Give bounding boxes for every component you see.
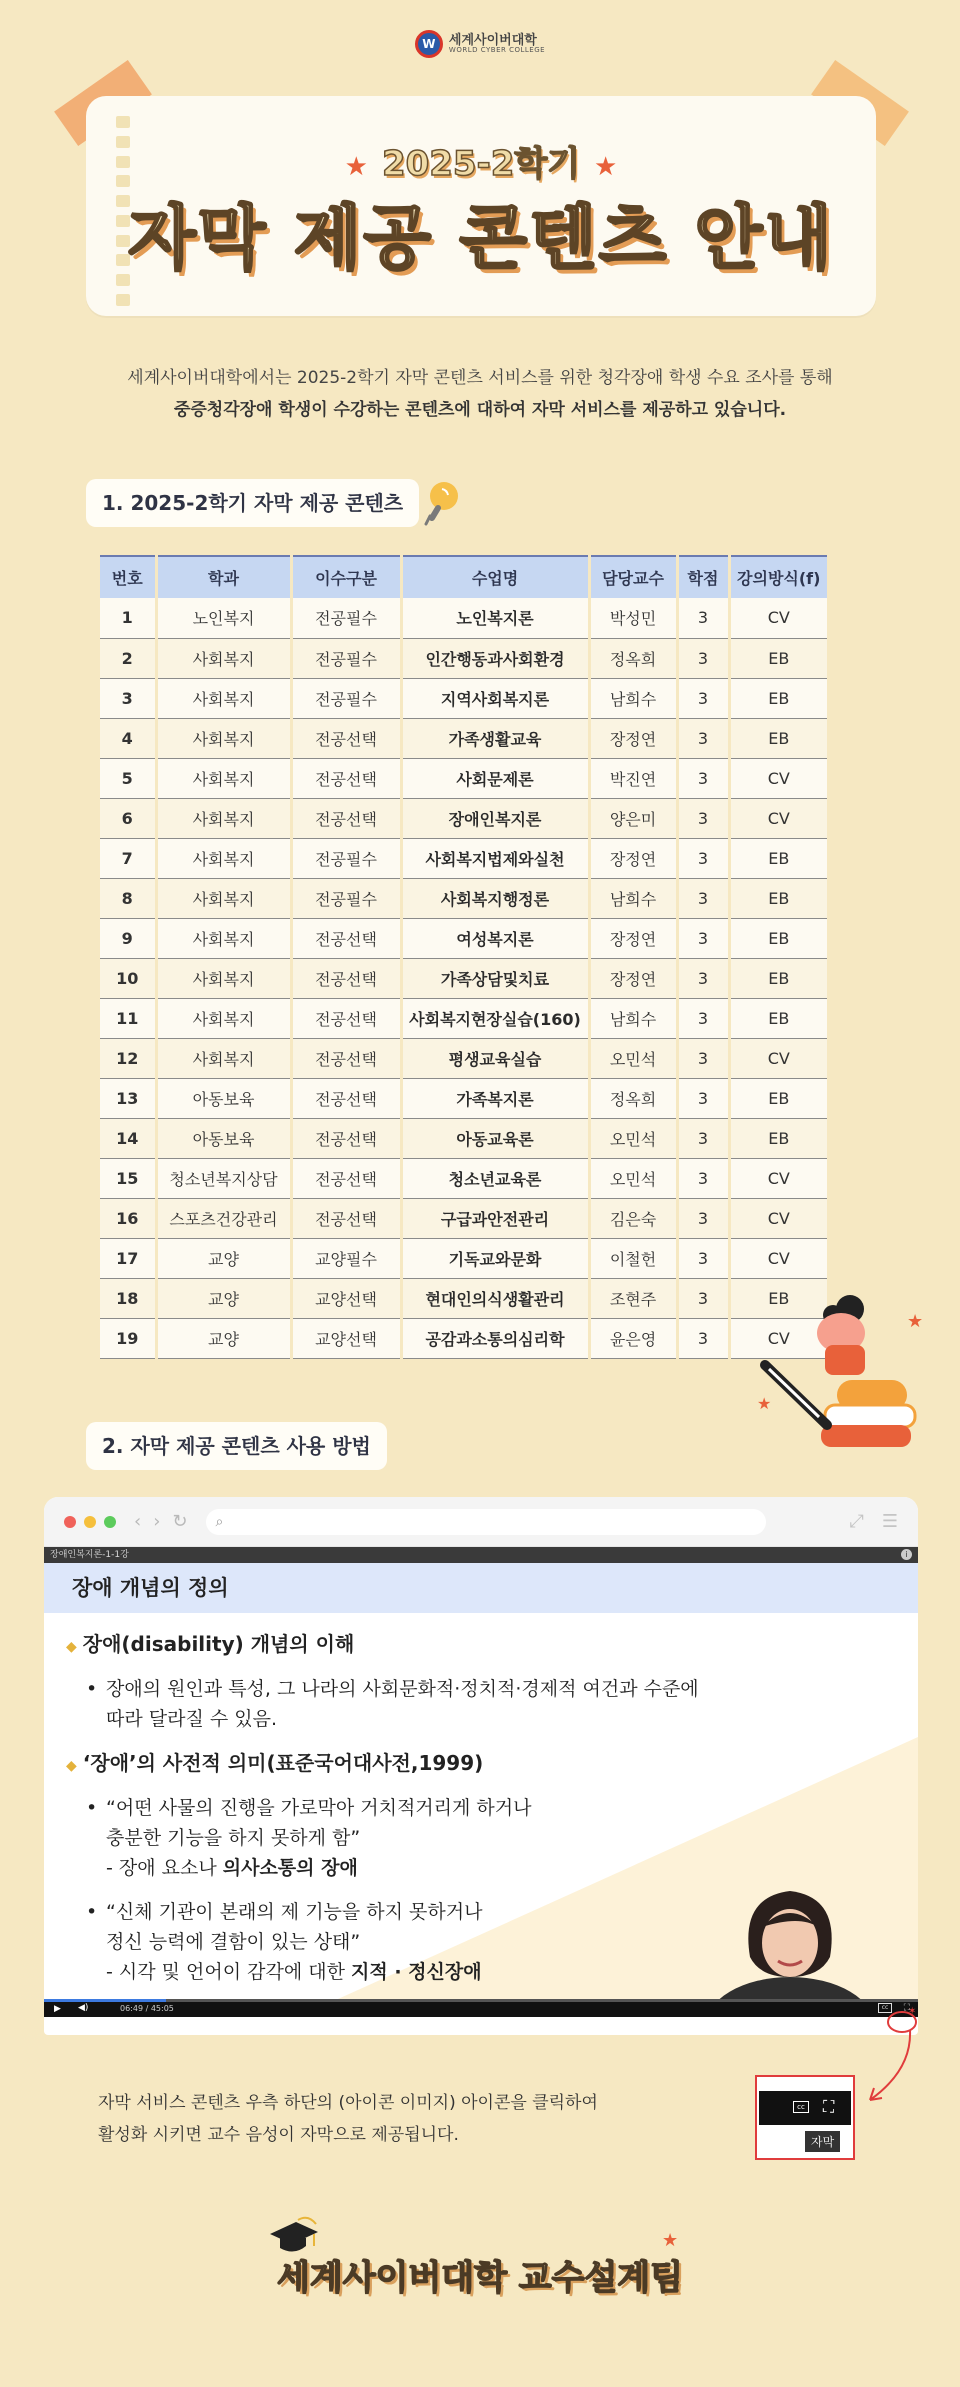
cell-professor: 이철헌 (589, 1238, 677, 1278)
cell-lecture-method: EB (729, 678, 827, 718)
cell-number: 6 (100, 798, 156, 838)
header-department: 학과 (156, 556, 291, 598)
cell-course-name: 가족생활교육 (401, 718, 589, 758)
cell-credits: 3 (677, 1158, 729, 1198)
bullet-3-line-2: 정신 능력에 결함이 있는 상태” (106, 1931, 361, 1953)
cell-department: 사회복지 (156, 838, 291, 878)
cell-course-name: 아동교육론 (401, 1118, 589, 1158)
cell-course-name: 기독교와문화 (401, 1238, 589, 1278)
cell-credits: 3 (677, 1278, 729, 1318)
cell-department: 사회복지 (156, 918, 291, 958)
cell-lecture-method: CV (729, 798, 827, 838)
cell-number: 3 (100, 678, 156, 718)
footer-team-title: 세계사이버대학 교수설계팀 (277, 2258, 683, 2298)
cell-course-type: 교양필수 (291, 1238, 401, 1278)
table-row (100, 638, 827, 678)
cell-number: 17 (100, 1238, 156, 1278)
subtitle-button-zoom (755, 2075, 855, 2160)
cell-lecture-method: EB (729, 878, 827, 918)
cell-number: 4 (100, 718, 156, 758)
cell-course-name: 평생교육실습 (401, 1038, 589, 1078)
table-row (100, 1198, 827, 1238)
cell-number: 2 (100, 638, 156, 678)
progress-bar[interactable] (44, 1999, 918, 2002)
cell-professor: 남희수 (589, 678, 677, 718)
table-row (100, 1318, 827, 1358)
cell-lecture-method: EB (729, 1118, 827, 1158)
cell-credits: 3 (677, 798, 729, 838)
cell-course-name: 가족복지론 (401, 1078, 589, 1118)
cell-course-type: 전공필수 (291, 878, 401, 918)
cell-lecture-method: EB (729, 918, 827, 958)
cell-department: 사회복지 (156, 638, 291, 678)
intro-text (0, 362, 960, 426)
pointer-arrow-decoration (860, 2000, 920, 2110)
cell-credits: 3 (677, 1078, 729, 1118)
cell-professor: 정옥희 (589, 638, 677, 678)
header-professor: 담당교수 (589, 556, 677, 598)
browser-window-mockup (44, 1497, 918, 2035)
section-1-label: 1. 2025-2학기 자막 제공 콘텐츠 (86, 479, 419, 527)
cell-professor: 오민석 (589, 1158, 677, 1198)
cell-course-name: 현대인의식생활관리 (401, 1278, 589, 1318)
cell-course-name: 여성복지론 (401, 918, 589, 958)
cell-professor: 오민석 (589, 1118, 677, 1158)
professor-video-thumbnail (700, 1877, 880, 2017)
cell-course-type: 전공선택 (291, 958, 401, 998)
cell-credits: 3 (677, 598, 729, 638)
star-icon: ★ (594, 152, 618, 182)
svg-text:★: ★ (757, 1394, 772, 1413)
cell-course-name: 청소년교육론 (401, 1158, 589, 1198)
refresh-icon[interactable]: ↻ (172, 1511, 188, 1532)
cell-credits: 3 (677, 678, 729, 718)
bullet-3-line-3-prefix: - 시각 및 언어이 감각에 대한 (106, 1961, 351, 1983)
close-window-dot[interactable] (64, 1516, 76, 1528)
play-icon[interactable]: ▶ (54, 2004, 61, 2014)
cell-lecture-method: EB (729, 838, 827, 878)
cell-course-type: 전공선택 (291, 918, 401, 958)
diamond-bullet-icon: ◆ (66, 1639, 77, 1655)
bullet-3-line-1: • “신체 기관이 본래의 제 기능을 하지 못하거나 (106, 1901, 483, 1923)
cell-course-name: 사회복지현장실습(160) (401, 998, 589, 1038)
cell-lecture-method: EB (729, 958, 827, 998)
cell-number: 15 (100, 1158, 156, 1198)
intro-line-1: 세계사이버대학에서는 2025-2학기 자막 콘텐츠 서비스를 위한 청각장애 학생 수요 조사를 통해 (127, 368, 833, 388)
page-title: 자막 제공 콘텐츠 안내 (128, 197, 834, 279)
cell-course-name: 사회복지행정론 (401, 878, 589, 918)
lecture-slide (44, 1563, 918, 2017)
slide-heading-1 (66, 1629, 826, 1662)
bullet-2-line-3-bold: 의사소통의 장애 (222, 1857, 358, 1879)
cell-course-name: 장애인복지론 (401, 798, 589, 838)
cell-credits: 3 (677, 998, 729, 1038)
note-line-1: 자막 서비스 콘텐츠 우측 하단의 (아이콘 이미지) 아이콘을 클릭하여 (98, 2093, 598, 2113)
cell-professor: 양은미 (589, 798, 677, 838)
cell-lecture-method: CV (729, 1198, 827, 1238)
table-row (100, 958, 827, 998)
cell-course-type: 전공선택 (291, 1118, 401, 1158)
cell-professor: 조현주 (589, 1278, 677, 1318)
header-credits: 학점 (677, 556, 729, 598)
cell-lecture-method: EB (729, 998, 827, 1038)
cell-department: 사회복지 (156, 798, 291, 838)
search-icon: ⌕ (215, 1513, 224, 1530)
cell-department: 사회복지 (156, 758, 291, 798)
semester-subtitle (86, 136, 876, 185)
cell-course-type: 전공선택 (291, 798, 401, 838)
section-2-label: 2. 자막 제공 콘텐츠 사용 방법 (86, 1422, 387, 1470)
table-row (100, 1238, 827, 1278)
slide-bullet-1 (66, 1674, 826, 1734)
video-controls (44, 1999, 918, 2017)
cell-credits: 3 (677, 758, 729, 798)
svg-text:★: ★ (907, 1311, 924, 1332)
cell-course-type: 전공선택 (291, 718, 401, 758)
logo-korean-name: 세계사이버대학 (448, 32, 537, 48)
diamond-bullet-icon: ◆ (66, 1758, 77, 1774)
cell-department: 교양 (156, 1278, 291, 1318)
table-row (100, 838, 827, 878)
expand-icon[interactable]: ⤢ (849, 1511, 864, 1532)
bullet-1-line-1: • 장애의 원인과 특성, 그 나라의 사회문화적·정치적·경제적 여건과 수준에 (106, 1678, 699, 1700)
cell-department: 사회복지 (156, 998, 291, 1038)
fullscreen-icon[interactable]: ⛶ (903, 2003, 910, 2013)
address-bar[interactable] (206, 1509, 766, 1535)
cell-lecture-method: CV (729, 1238, 827, 1278)
cell-number: 9 (100, 918, 156, 958)
cell-number: 11 (100, 998, 156, 1038)
cell-course-type: 전공선택 (291, 1078, 401, 1118)
cell-number: 13 (100, 1078, 156, 1118)
slide-title: 장애 개념의 정의 (44, 1563, 918, 1613)
cell-course-name: 가족상담및치료 (401, 958, 589, 998)
cell-department: 교양 (156, 1318, 291, 1358)
table-row (100, 1278, 827, 1318)
cell-professor: 오민석 (589, 1038, 677, 1078)
table-row (100, 998, 827, 1038)
cell-credits: 3 (677, 838, 729, 878)
table-row (100, 1078, 827, 1118)
cell-professor: 정옥희 (589, 1078, 677, 1118)
cell-department: 교양 (156, 1238, 291, 1278)
cell-lecture-method: CV (729, 758, 827, 798)
cell-course-type: 교양선택 (291, 1278, 401, 1318)
cell-number: 18 (100, 1278, 156, 1318)
subtitle-cc-icon[interactable]: cc (878, 2003, 892, 2013)
cell-professor: 장정연 (589, 918, 677, 958)
star-icon: ★ (662, 2230, 679, 2251)
cell-number: 7 (100, 838, 156, 878)
cell-credits: 3 (677, 878, 729, 918)
cell-lecture-method: EB (729, 638, 827, 678)
subtitle-text: 2025-2학기 (381, 144, 581, 184)
usage-note (98, 2087, 598, 2151)
browser-toolbar (44, 1497, 918, 1547)
note-line-2: 활성화 시키면 교수 음성이 자막으로 제공됩니다. (98, 2125, 459, 2145)
table-row (100, 598, 827, 638)
cell-number: 14 (100, 1118, 156, 1158)
cell-number: 19 (100, 1318, 156, 1358)
menu-icon[interactable]: ☰ (881, 1511, 898, 1532)
cell-professor: 박진연 (589, 758, 677, 798)
cell-department: 사회복지 (156, 678, 291, 718)
forward-arrow-icon[interactable]: › (153, 1511, 161, 1532)
zoomed-control-bar (759, 2091, 851, 2125)
cell-lecture-method: CV (729, 1038, 827, 1078)
bullet-1-line-2: 따라 달라질 수 있음. (106, 1708, 277, 1730)
info-icon[interactable]: i (901, 1549, 912, 1560)
cell-professor: 윤은영 (589, 1318, 677, 1358)
cell-number: 1 (100, 598, 156, 638)
bullet-3-line-3-bold: 지적 · 정신장애 (351, 1961, 482, 1983)
playback-time: 06:49 / 45:05 (120, 2004, 174, 2013)
cell-course-name: 지역사회복지론 (401, 678, 589, 718)
intro-line-2: 중증청각장애 학생이 수강하는 콘텐츠에 대하여 자막 서비스를 제공하고 있습니다. (173, 400, 787, 420)
cell-department: 아동보육 (156, 1118, 291, 1158)
cell-lecture-method: EB (729, 1278, 827, 1318)
subtitle-cc-icon-zoomed[interactable]: cc (793, 2101, 809, 2113)
bullet-2-line-2: 충분한 기능을 하지 못하게 함” (106, 1827, 361, 1849)
cell-course-type: 교양선택 (291, 1318, 401, 1358)
college-emblem-icon: W (415, 30, 443, 58)
lightbulb-icon (420, 480, 460, 526)
cell-number: 12 (100, 1038, 156, 1078)
cell-department: 청소년복지상담 (156, 1158, 291, 1198)
svg-text:✶: ✶ (908, 2006, 917, 2017)
cell-course-type: 전공선택 (291, 1158, 401, 1198)
back-arrow-icon[interactable]: ‹ (134, 1511, 142, 1532)
cell-lecture-method: EB (729, 1078, 827, 1118)
video-title-bar (44, 1547, 918, 1563)
table-row (100, 1158, 827, 1198)
cell-professor: 김은숙 (589, 1198, 677, 1238)
table-header-row (100, 556, 827, 598)
cell-course-type: 전공선택 (291, 1198, 401, 1238)
cell-professor: 장정연 (589, 838, 677, 878)
title-card (86, 96, 876, 316)
cell-department: 노인복지 (156, 598, 291, 638)
slide-bullet-2 (66, 1793, 826, 1883)
cell-course-type: 전공필수 (291, 598, 401, 638)
progress-bar-fill (44, 1999, 166, 2002)
cell-department: 사회복지 (156, 958, 291, 998)
fullscreen-icon-zoomed[interactable]: ⛶ (823, 2097, 835, 2116)
college-logo (0, 30, 960, 58)
cell-credits: 3 (677, 638, 729, 678)
header-lecture-method: 강의방식(f) (729, 556, 827, 598)
star-icon: ★ (344, 152, 368, 182)
table-row (100, 1118, 827, 1158)
maximize-window-dot[interactable] (104, 1516, 116, 1528)
cell-department: 아동보육 (156, 1078, 291, 1118)
cell-number: 10 (100, 958, 156, 998)
cell-credits: 3 (677, 1318, 729, 1358)
cell-professor: 장정연 (589, 958, 677, 998)
cell-credits: 3 (677, 1118, 729, 1158)
subtitle-content-table (100, 555, 827, 1359)
header-number: 번호 (100, 556, 156, 598)
cell-course-name: 사회문제론 (401, 758, 589, 798)
cell-credits: 3 (677, 1038, 729, 1078)
table-row (100, 678, 827, 718)
header-course-type: 이수구분 (291, 556, 401, 598)
cell-credits: 3 (677, 1198, 729, 1238)
cell-course-name: 공감과소통의심리학 (401, 1318, 589, 1358)
studying-character-illustration (755, 1285, 935, 1455)
table-row (100, 718, 827, 758)
table-row (100, 798, 827, 838)
cell-credits: 3 (677, 958, 729, 998)
cell-course-type: 전공필수 (291, 678, 401, 718)
cell-credits: 3 (677, 718, 729, 758)
header-course-name: 수업명 (401, 556, 589, 598)
cell-department: 사회복지 (156, 878, 291, 918)
cell-lecture-method: CV (729, 1318, 827, 1358)
cell-lecture-method: CV (729, 1158, 827, 1198)
video-title: 장애인복지론-1-1강 (50, 1550, 129, 1560)
cell-course-type: 전공필수 (291, 638, 401, 678)
heading-2-text: ‘장애’의 사전적 의미(표준국어대사전,1999) (82, 1751, 484, 1775)
table-row (100, 918, 827, 958)
volume-icon[interactable]: ◀) (78, 2003, 89, 2013)
cell-professor: 박성민 (589, 598, 677, 638)
cell-course-type: 전공선택 (291, 998, 401, 1038)
cell-professor: 남희수 (589, 998, 677, 1038)
cell-number: 8 (100, 878, 156, 918)
cell-professor: 남희수 (589, 878, 677, 918)
cell-department: 사회복지 (156, 718, 291, 758)
cell-number: 16 (100, 1198, 156, 1238)
cell-course-type: 전공필수 (291, 838, 401, 878)
cell-course-name: 노인복지론 (401, 598, 589, 638)
cell-lecture-method: CV (729, 598, 827, 638)
cell-credits: 3 (677, 918, 729, 958)
cell-course-name: 사회복지법제와실천 (401, 838, 589, 878)
table-row (100, 758, 827, 798)
cell-credits: 3 (677, 1238, 729, 1278)
table-row (100, 878, 827, 918)
cell-department: 스포츠건강관리 (156, 1198, 291, 1238)
table-row (100, 1038, 827, 1078)
logo-english-name: WORLD CYBER COLLEGE (448, 46, 546, 55)
cell-course-type: 전공선택 (291, 758, 401, 798)
subtitle-tooltip: 자막 (805, 2131, 840, 2152)
minimize-window-dot[interactable] (84, 1516, 96, 1528)
cell-course-name: 구급과안전관리 (401, 1198, 589, 1238)
cell-course-type: 전공선택 (291, 1038, 401, 1078)
cell-lecture-method: EB (729, 718, 827, 758)
slide-heading-2 (66, 1748, 826, 1781)
cell-department: 사회복지 (156, 1038, 291, 1078)
heading-1-text: 장애(disability) 개념의 이해 (82, 1632, 355, 1656)
cell-professor: 장정연 (589, 718, 677, 758)
cell-course-name: 인간행동과사회환경 (401, 638, 589, 678)
bullet-2-line-3-prefix: - 장애 요소나 (106, 1857, 223, 1879)
cell-number: 5 (100, 758, 156, 798)
bullet-2-line-1: • “어떤 사물의 진행을 가로막아 거치적거리게 하거나 (106, 1797, 532, 1819)
